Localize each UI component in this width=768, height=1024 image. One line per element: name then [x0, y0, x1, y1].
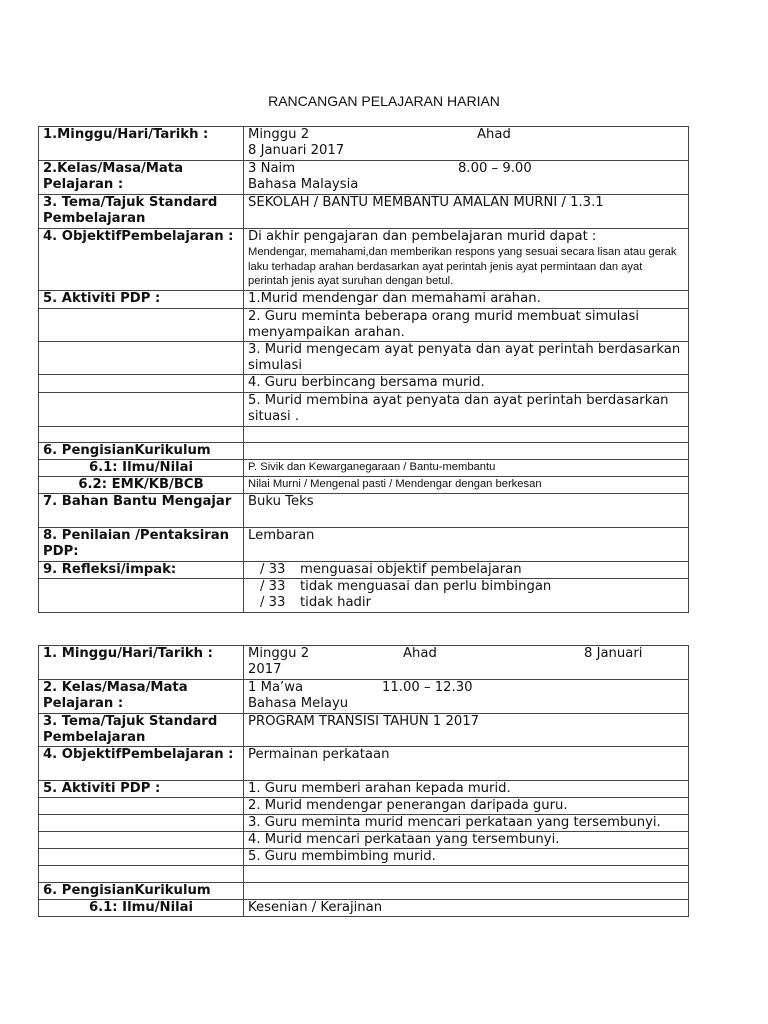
empty-label-cell — [39, 375, 244, 393]
tarikh-year: 2017 — [248, 662, 282, 677]
refleksi-count: / 33 — [260, 595, 286, 610]
empty-label-cell — [39, 832, 244, 849]
masa-value: 11.00 – 12.30 — [382, 680, 473, 695]
empty-label-cell — [39, 579, 244, 613]
label-aktiviti: 5. Aktiviti PDP : — [39, 781, 244, 798]
refleksi-count: / 33 — [260, 579, 286, 594]
lesson-plan-table-2 — [38, 645, 689, 917]
tarikh-value: 8 Januari 2017 — [248, 143, 345, 158]
ilmu-value: Kesenian / Kerajinan — [244, 900, 689, 917]
label-minggu: 1. Minggu/Hari/Tarikh : — [39, 646, 244, 680]
cell-minggu — [244, 127, 689, 161]
aktiviti-item: 1. Guru memberi arahan kepada murid. — [244, 781, 689, 798]
refleksi-text: menguasai objektif pembelajaran — [300, 562, 522, 577]
tema-value: PROGRAM TRANSISI TAHUN 1 2017 — [244, 714, 689, 747]
refleksi-line — [244, 562, 689, 579]
aktiviti-item: 1.Murid mendengar dan memahami arahan. — [244, 291, 689, 309]
label-pengisian: 6. PengisianKurikulum — [39, 883, 244, 900]
tema-value: SEKOLAH / BANTU MEMBANTU AMALAN MURNI / 1.3.1 — [244, 195, 689, 229]
label-ilmu: 6.1: Ilmu/Nilai — [39, 460, 244, 477]
mata-value: Bahasa Malaysia — [248, 177, 359, 192]
label-ilmu: 6.1: Ilmu/Nilai — [39, 900, 244, 917]
penilaian-value: Lembaran — [244, 528, 689, 562]
label-emk: 6.2: EMK/KB/BCB — [39, 477, 244, 494]
label-refleksi: 9. Refleksi/impak: — [39, 562, 244, 579]
label-objektif: 4. ObjektifPembelajaran : — [39, 747, 244, 781]
empty-label-cell — [39, 849, 244, 866]
cell-objektif — [244, 229, 689, 291]
aktiviti-item: 2. Guru meminta beberapa orang murid membuat simulasi menyampaikan arahan. — [244, 309, 689, 342]
cell-minggu — [244, 646, 689, 680]
aktiviti-item: 3. Guru meminta murid mencari perkataan yang tersembunyi. — [244, 815, 689, 832]
label-aktiviti: 5. Aktiviti PDP : — [39, 291, 244, 309]
emk-value: Nilai Murni / Mengenal pasti / Mendengar dengan berkesan — [244, 477, 689, 494]
empty-cell — [244, 866, 689, 883]
aktiviti-item: 2. Murid mendengar penerangan daripada guru. — [244, 798, 689, 815]
refleksi-text: tidak hadir — [300, 595, 372, 610]
label-minggu: 1.Minggu/Hari/Tarikh : — [39, 127, 244, 161]
label-tema: 3. Tema/Tajuk Standard Pembelajaran — [39, 195, 244, 229]
label-penilaian: 8. Penilaian /Pentaksiran PDP: — [39, 528, 244, 562]
empty-cell — [244, 443, 689, 460]
aktiviti-item: 4. Guru berbincang bersama murid. — [244, 375, 689, 393]
minggu-value: Minggu 2 — [248, 646, 310, 661]
label-tema: 3. Tema/Tajuk Standard Pembelajaran — [39, 714, 244, 747]
kelas-value: 3 Naim — [248, 161, 296, 176]
mata-value: Bahasa Melayu — [248, 696, 349, 711]
label-bahan: 7. Bahan Bantu Mengajar — [39, 494, 244, 528]
label-pengisian: 6. PengisianKurikulum — [39, 443, 244, 460]
cell-kelas — [244, 161, 689, 195]
refleksi-count: / 33 — [260, 562, 286, 577]
refleksi-lines — [244, 579, 689, 613]
refleksi-text: tidak menguasai dan perlu bimbingan — [300, 579, 552, 594]
label-kelas: 2. Kelas/Masa/Mata Pelajaran : — [39, 680, 244, 714]
label-objektif: 4. ObjektifPembelajaran : — [39, 229, 244, 291]
aktiviti-item: 5. Guru membimbing murid. — [244, 849, 689, 866]
objektif-detail: Mendengar, memahami,dan memberikan respons yang sesuai secara lisan atau gerak laku terhadap arahan berdasarkan ayat perintah jenis ayat permintaan dan ayat perintah jenis ayat suruhan dengan betul. — [248, 246, 677, 287]
page-title: RANCANGAN PELAJARAN HARIAN — [268, 93, 500, 109]
minggu-value: Minggu 2 — [248, 127, 310, 142]
hari-value: Ahad — [403, 646, 437, 661]
cell-kelas — [244, 680, 689, 714]
aktiviti-item: 5. Murid membina ayat penyata dan ayat perintah berdasarkan situasi . — [244, 393, 689, 427]
label-kelas: 2.Kelas/Masa/Mata Pelajaran : — [39, 161, 244, 195]
lesson-plan-table-1 — [38, 126, 689, 613]
empty-label-cell — [39, 427, 244, 443]
tarikh-value: 8 Januari — [584, 646, 643, 661]
objektif-value: Permainan perkataan — [244, 747, 689, 781]
kelas-value: 1 Ma’wa — [248, 680, 304, 695]
empty-label-cell — [39, 309, 244, 342]
aktiviti-item: 3. Murid mengecam ayat penyata dan ayat perintah berdasarkan simulasi — [244, 342, 689, 375]
empty-cell — [244, 427, 689, 443]
empty-label-cell — [39, 815, 244, 832]
empty-label-cell — [39, 798, 244, 815]
bahan-value: Buku Teks — [244, 494, 689, 528]
objektif-intro: Di akhir pengajaran dan pembelajaran murid dapat : — [248, 229, 597, 244]
empty-label-cell — [39, 393, 244, 427]
empty-cell — [244, 883, 689, 900]
empty-label-cell — [39, 342, 244, 375]
aktiviti-item: 4. Murid mencari perkataan yang tersembunyi. — [244, 832, 689, 849]
ilmu-value: P. Sivik dan Kewarganegaraan / Bantu-membantu — [244, 460, 689, 477]
masa-value: 8.00 – 9.00 — [458, 161, 532, 176]
hari-value: Ahad — [477, 127, 511, 142]
empty-label-cell — [39, 866, 244, 883]
